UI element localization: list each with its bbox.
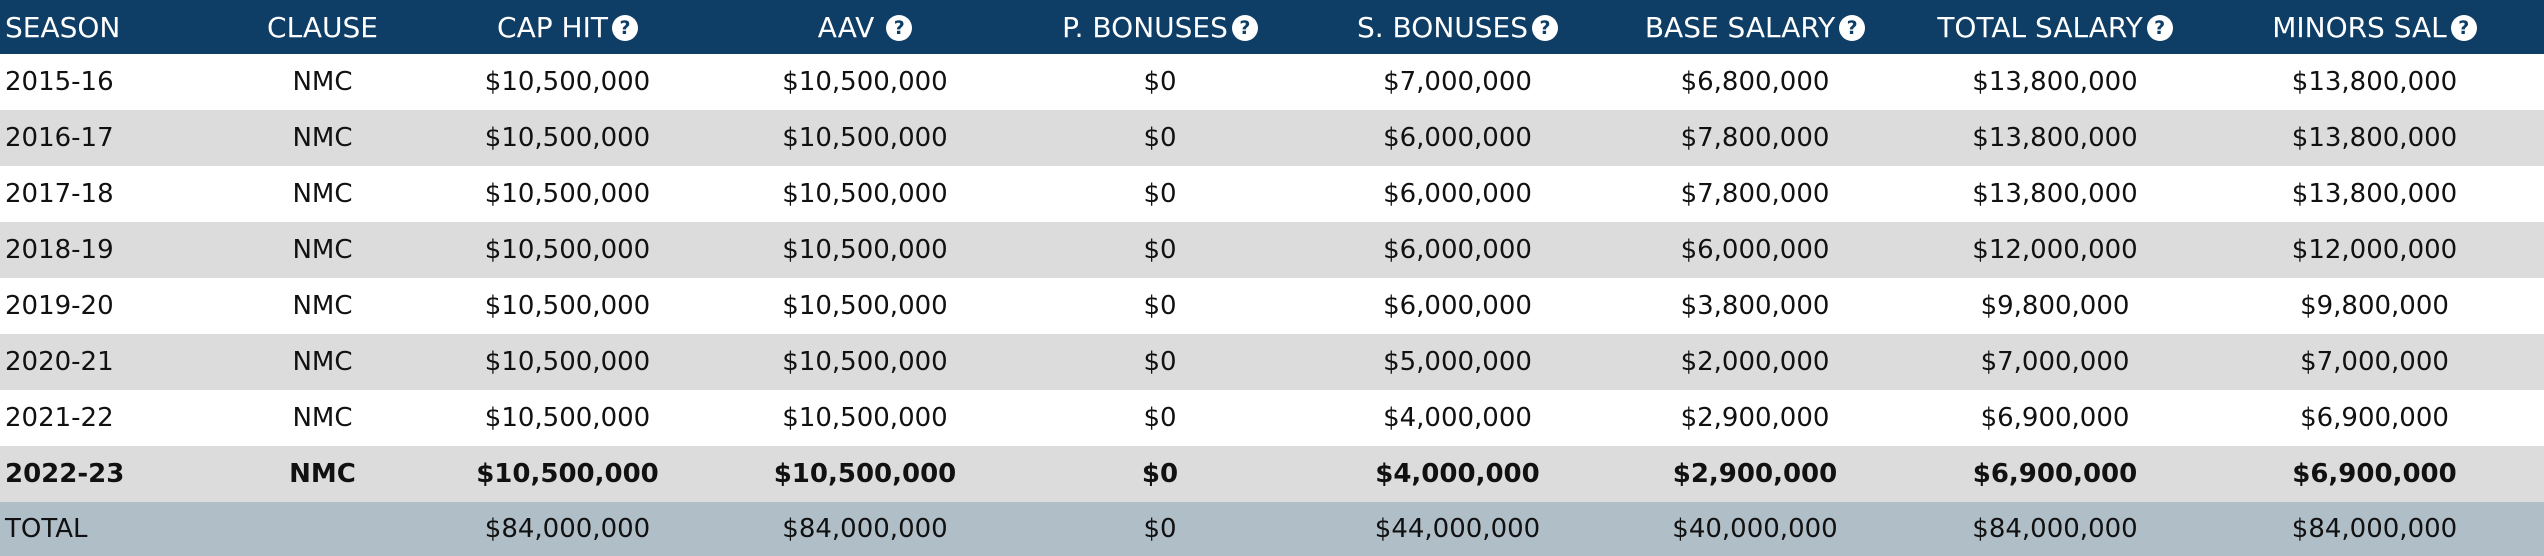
cell-clause: NMC <box>292 291 353 321</box>
help-icon[interactable]: ? <box>1532 15 1558 41</box>
cell-aav: $10,500,000 <box>773 459 957 489</box>
cell-minors-salary: $12,000,000 <box>2291 235 2458 265</box>
cell-p-bonuses: $0 <box>1143 403 1177 433</box>
help-icon[interactable]: ? <box>1232 15 1258 41</box>
header-p-bonuses[interactable] <box>1010 0 1310 54</box>
header-label: CAP HIT <box>497 10 608 44</box>
cell-s-bonuses: $4,000,000 <box>1375 459 1540 489</box>
header-base-salary[interactable] <box>1605 0 1905 54</box>
cell-s-bonuses: $6,000,000 <box>1383 235 1532 265</box>
header-s-bonuses[interactable] <box>1310 0 1605 54</box>
cell-p-bonuses: $0 <box>1143 235 1177 265</box>
cell-p-bonuses: $0 <box>1143 123 1177 153</box>
header-label: SEASON <box>5 10 121 44</box>
header-minors-salary[interactable] <box>2205 0 2544 54</box>
cell-clause: NMC <box>292 123 353 153</box>
cell-s-bonuses: $6,000,000 <box>1383 179 1532 209</box>
cell-s-bonuses: $5,000,000 <box>1383 347 1532 377</box>
cell-base-salary: $6,800,000 <box>1680 67 1830 97</box>
cell-season: 2017-18 <box>5 179 114 209</box>
cell-minors-salary: $6,900,000 <box>2292 459 2457 489</box>
cell-cap-hit: $10,500,000 <box>484 347 651 377</box>
cell-minors-salary: $13,800,000 <box>2291 179 2458 209</box>
cell-p-bonuses: $0 <box>1143 347 1177 377</box>
cell-cap-hit: $10,500,000 <box>484 403 651 433</box>
header-label: CLAUSE <box>267 10 378 44</box>
cell-base-salary: $2,000,000 <box>1680 347 1830 377</box>
header-label: TOTAL SALARY <box>1937 10 2143 44</box>
help-icon[interactable]: ? <box>2147 15 2173 41</box>
table-row <box>0 110 2544 166</box>
header-aav[interactable] <box>720 0 1010 54</box>
cell-s-bonuses: $6,000,000 <box>1383 291 1532 321</box>
header-row <box>0 0 2544 54</box>
cell-aav: $10,500,000 <box>782 67 948 97</box>
cell-aav: $10,500,000 <box>782 291 948 321</box>
header-cap-hit[interactable] <box>415 0 720 54</box>
table-row <box>0 278 2544 334</box>
cell-total-salary: $13,800,000 <box>1972 67 2138 97</box>
cell-total-salary: $13,800,000 <box>1972 123 2138 153</box>
cell-aav: $10,500,000 <box>782 403 948 433</box>
cell-cap-hit: $10,500,000 <box>484 235 651 265</box>
cell-cap-hit: $10,500,000 <box>484 179 651 209</box>
cell-minors-salary: $6,900,000 <box>2300 403 2449 433</box>
help-icon[interactable]: ? <box>2451 15 2477 41</box>
cell-clause: NMC <box>292 347 353 377</box>
cell-minors-salary: $13,800,000 <box>2291 123 2458 153</box>
cell-total-salary: $7,000,000 <box>1980 347 2130 377</box>
cell-minors-salary: $13,800,000 <box>2291 67 2458 97</box>
table-header <box>0 0 2544 54</box>
help-icon[interactable]: ? <box>886 15 912 41</box>
cell-cap-hit: $10,500,000 <box>484 291 651 321</box>
cell-p-bonuses: $0 <box>1143 67 1177 97</box>
header-label: MINORS SAL <box>2272 10 2447 44</box>
cell-season: 2016-17 <box>5 123 114 153</box>
cell-total-salary: $6,900,000 <box>1972 459 2138 489</box>
cell-p-bonuses: $0 <box>1141 459 1179 489</box>
cell-aav: $10,500,000 <box>782 347 948 377</box>
header-clause[interactable] <box>230 0 415 54</box>
cell-total-salary: $9,800,000 <box>1980 291 2130 321</box>
cell-season: 2015-16 <box>5 67 114 97</box>
cell-total-salary: $6,900,000 <box>1980 403 2130 433</box>
cell-base-salary: $6,000,000 <box>1680 235 1830 265</box>
cell-season: 2020-21 <box>5 347 114 377</box>
total-row <box>0 502 2544 556</box>
cell-clause: NMC <box>292 403 353 433</box>
table-row <box>0 166 2544 222</box>
help-icon[interactable]: ? <box>612 15 638 41</box>
total-total-salary: $84,000,000 <box>1972 514 2138 544</box>
cell-cap-hit: $10,500,000 <box>476 459 659 489</box>
total-base-salary: $40,000,000 <box>1672 514 1838 544</box>
header-total-salary[interactable] <box>1905 0 2205 54</box>
cell-p-bonuses: $0 <box>1143 291 1177 321</box>
cell-base-salary: $7,800,000 <box>1680 123 1830 153</box>
cell-season: 2018-19 <box>5 235 114 265</box>
help-icon[interactable]: ? <box>1839 15 1865 41</box>
header-label: BASE SALARY <box>1644 10 1836 44</box>
total-clause <box>230 502 415 556</box>
header-label: P. BONUSES <box>1062 10 1228 44</box>
header-label: AAV <box>817 10 875 44</box>
cell-clause: NMC <box>292 67 353 97</box>
table-row <box>0 390 2544 446</box>
total-s-bonuses: $44,000,000 <box>1374 514 1541 544</box>
table-row-current <box>0 446 2544 502</box>
cell-aav: $10,500,000 <box>782 235 948 265</box>
total-cap-hit: $84,000,000 <box>484 514 651 544</box>
cell-aav: $10,500,000 <box>782 179 948 209</box>
cell-p-bonuses: $0 <box>1143 179 1177 209</box>
cell-s-bonuses: $4,000,000 <box>1383 403 1532 433</box>
cell-minors-salary: $9,800,000 <box>2300 291 2449 321</box>
cell-total-salary: $13,800,000 <box>1972 179 2138 209</box>
cell-s-bonuses: $6,000,000 <box>1383 123 1532 153</box>
cell-season: 2021-22 <box>5 403 114 433</box>
cell-total-salary: $12,000,000 <box>1972 235 2138 265</box>
total-minors-salary: $84,000,000 <box>2291 514 2458 544</box>
cell-base-salary: $2,900,000 <box>1672 459 1838 489</box>
cell-season: 2022-23 <box>5 459 125 489</box>
cell-cap-hit: $10,500,000 <box>484 67 651 97</box>
cell-clause: NMC <box>292 179 353 209</box>
cell-aav: $10,500,000 <box>782 123 948 153</box>
table-row <box>0 54 2544 110</box>
total-label: TOTAL <box>5 514 88 544</box>
cell-s-bonuses: $7,000,000 <box>1383 67 1532 97</box>
cell-clause: NMC <box>292 235 353 265</box>
cell-base-salary: $7,800,000 <box>1680 179 1830 209</box>
cell-base-salary: $3,800,000 <box>1680 291 1830 321</box>
total-p-bonuses: $0 <box>1143 514 1177 544</box>
table-row <box>0 222 2544 278</box>
header-label: S. BONUSES <box>1356 10 1528 44</box>
table-row <box>0 334 2544 390</box>
total-aav: $84,000,000 <box>782 514 948 544</box>
cell-clause: NMC <box>289 459 356 489</box>
cell-cap-hit: $10,500,000 <box>484 123 651 153</box>
header-season[interactable] <box>0 0 230 54</box>
cell-season: 2019-20 <box>5 291 114 321</box>
cell-minors-salary: $7,000,000 <box>2300 347 2449 377</box>
cell-base-salary: $2,900,000 <box>1680 403 1830 433</box>
table-body <box>0 54 2544 556</box>
